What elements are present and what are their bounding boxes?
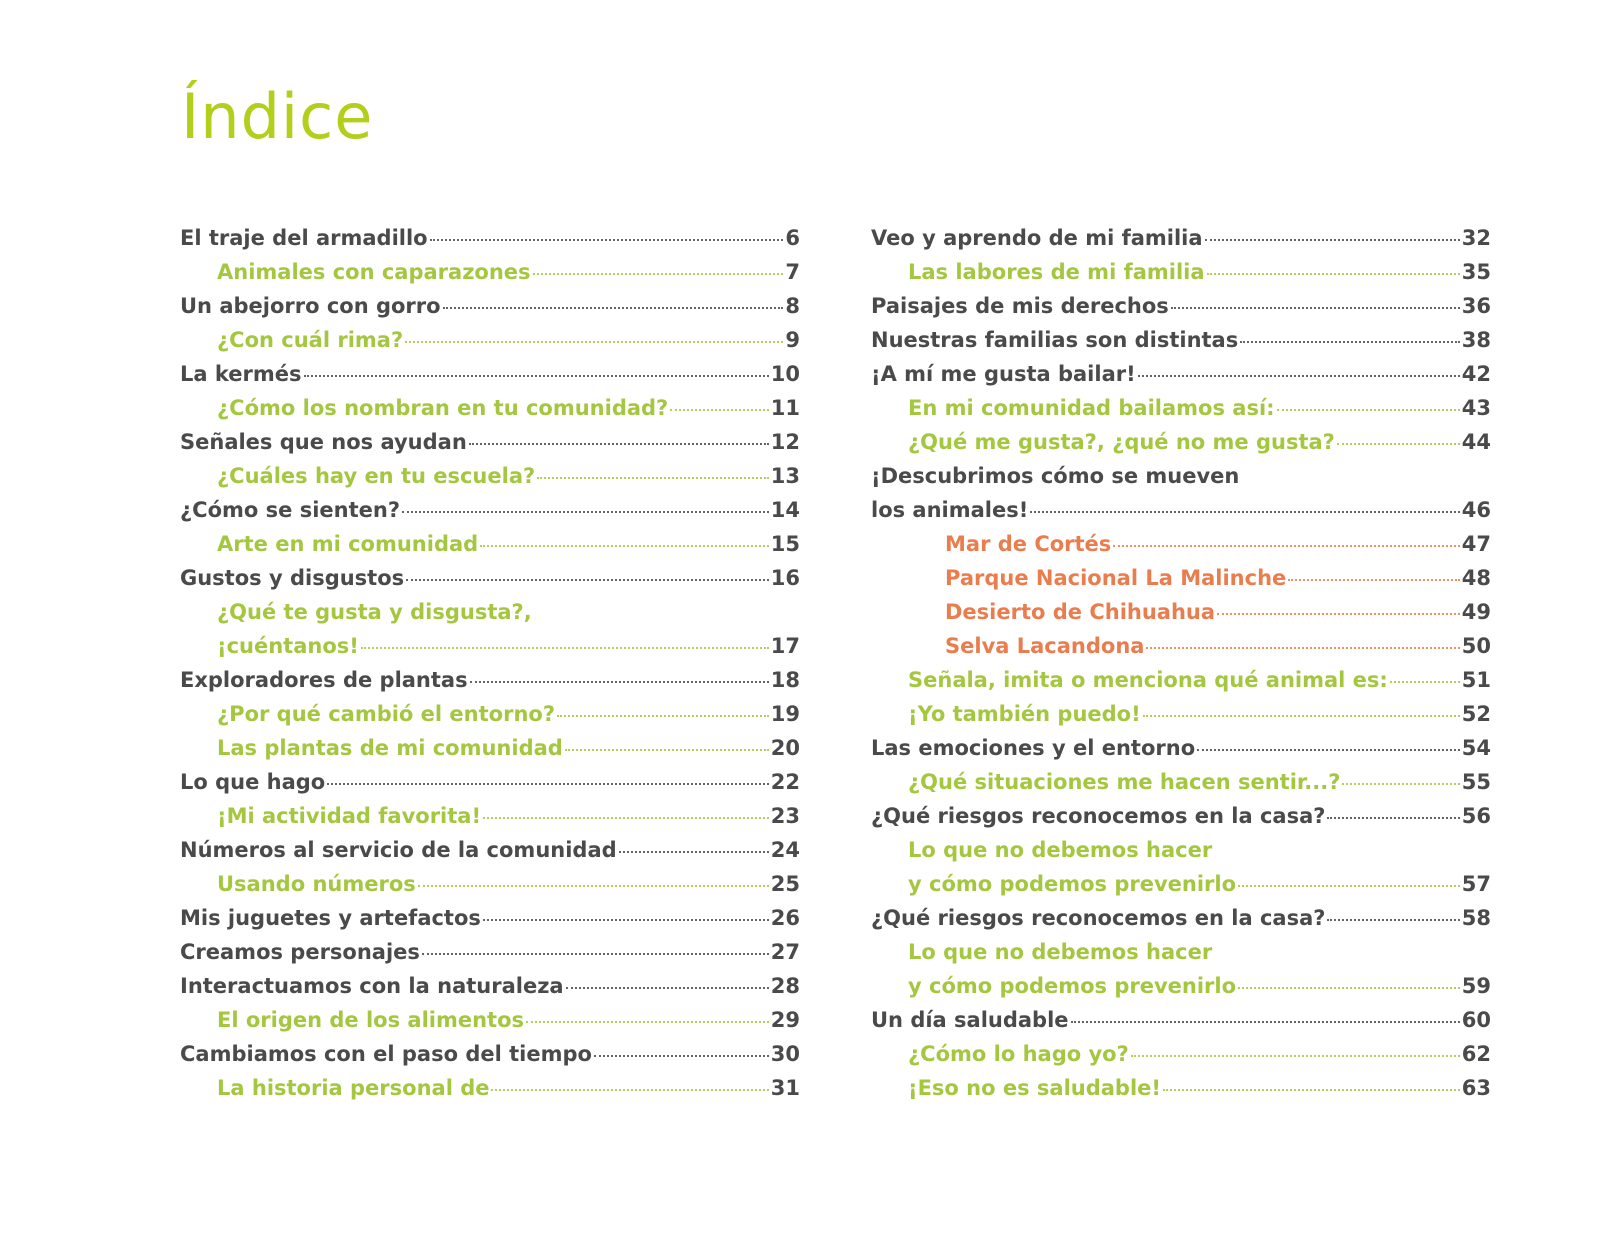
toc-entry-row (217, 867, 800, 901)
toc-entry-row (871, 323, 1491, 357)
toc-entry-title: Señala, imita o menciona qué animal es: (908, 668, 1388, 692)
toc-entry-row (871, 901, 1491, 935)
toc-entry-row (908, 425, 1491, 459)
toc-entry-row (180, 221, 800, 255)
toc-entry-row (180, 765, 800, 799)
toc-entry-page-number: 17 (770, 634, 800, 658)
toc-entry-page-number: 35 (1461, 260, 1491, 284)
toc-entry-title: Veo y aprendo de mi familia (871, 226, 1203, 250)
toc-entry[interactable] (871, 901, 1491, 935)
toc-entry-title: ¿Por qué cambió el entorno? (217, 702, 555, 726)
toc-entry[interactable] (180, 901, 800, 935)
toc-entry-row (908, 1071, 1491, 1105)
toc-entry-title: ¿Qué riesgos reconocemos en la casa? (871, 906, 1326, 930)
dot-leader (594, 1055, 769, 1057)
dot-leader (1238, 885, 1460, 887)
toc-entry-title: Creamos personajes (180, 940, 420, 964)
toc-entry-title: ¡Eso no es saludable! (908, 1076, 1161, 1100)
toc-entry-title: Señales que nos ayudan (180, 430, 467, 454)
toc-entry[interactable] (180, 289, 800, 323)
dot-leader (443, 307, 784, 309)
toc-entry-page-number: 43 (1461, 396, 1491, 420)
toc-entry-page-number: 56 (1461, 804, 1491, 828)
toc-entry-title: ¿Qué te gusta y disgusta?, (217, 600, 532, 624)
toc-entry-title: Interactuamos con la naturaleza (180, 974, 564, 998)
toc-entry[interactable] (180, 221, 800, 255)
toc-entry-page-number: 24 (770, 838, 800, 862)
toc-entry-title: ¿Cómo se sienten? (180, 498, 400, 522)
toc-entry-row (217, 391, 800, 425)
toc-entry-page-number: 13 (770, 464, 800, 488)
toc-entry[interactable] (871, 1071, 1491, 1105)
toc-entry-page-number: 52 (1461, 702, 1491, 726)
dot-leader (483, 817, 769, 819)
toc-entry[interactable] (180, 935, 800, 969)
dot-leader (566, 987, 769, 989)
toc-entry-page-number: 10 (770, 362, 800, 386)
toc-entry-title: Las emociones y el entorno (871, 736, 1196, 760)
toc-entry-title: Mis juguetes y artefactos (180, 906, 481, 930)
toc-left-column (180, 221, 800, 1105)
toc-entry[interactable] (180, 629, 800, 663)
toc-entry[interactable] (180, 561, 800, 595)
dot-leader (1143, 715, 1460, 717)
toc-entry[interactable] (180, 391, 800, 425)
toc-entry-row (180, 289, 800, 323)
dot-leader (1390, 681, 1460, 683)
toc-entry-row (871, 289, 1491, 323)
dot-leader (1277, 409, 1460, 411)
toc-entry-page-number: 60 (1461, 1008, 1491, 1032)
toc-entry-row (180, 425, 800, 459)
dot-leader (422, 953, 769, 955)
dot-leader (470, 681, 769, 683)
toc-entry-page-number: 30 (770, 1042, 800, 1066)
toc-entry-row (871, 799, 1491, 833)
toc-entry-page-number: 49 (1461, 600, 1491, 624)
toc-entry-title: ¿Con cuál rima? (217, 328, 404, 352)
toc-entry-title: Parque Nacional La Malinche (945, 566, 1287, 590)
toc-entry-page-number: 16 (770, 566, 800, 590)
dot-leader (557, 715, 769, 717)
toc-entry-row (871, 1003, 1491, 1037)
toc-entry-row (908, 867, 1491, 901)
toc-entry-row (217, 799, 800, 833)
dot-leader (1327, 817, 1459, 819)
dot-leader (1207, 273, 1460, 275)
toc-entry[interactable] (180, 255, 800, 289)
toc-entry-page-number: 25 (770, 872, 800, 896)
toc-entry-row (180, 969, 800, 1003)
dot-leader (483, 919, 769, 921)
dot-leader (565, 749, 769, 751)
toc-entry-page-number: 28 (770, 974, 800, 998)
toc-entry-row (217, 697, 800, 731)
toc-entry-page-number: 54 (1461, 736, 1491, 760)
dot-leader (1113, 545, 1459, 547)
toc-entry[interactable] (180, 1003, 800, 1037)
dot-leader (670, 409, 769, 411)
toc-entry[interactable] (871, 221, 1491, 255)
toc-entry[interactable] (871, 697, 1491, 731)
dot-leader (1171, 307, 1460, 309)
toc-entry-title: Selva Lacandona (945, 634, 1145, 658)
toc-entry-page-number: 57 (1461, 872, 1491, 896)
toc-entry-row (945, 527, 1491, 561)
dot-leader (406, 579, 769, 581)
toc-entry[interactable] (871, 867, 1491, 901)
toc-entry-title: Mar de Cortés (945, 532, 1112, 556)
toc-entry-page-number: 42 (1461, 362, 1491, 386)
toc-entry[interactable] (871, 629, 1491, 663)
toc-entry-row (908, 255, 1491, 289)
toc-entry-title: ¡Yo también puedo! (908, 702, 1141, 726)
toc-entry[interactable] (871, 765, 1491, 799)
toc-entry-page-number: 12 (770, 430, 800, 454)
toc-entry-page-number: 31 (770, 1076, 800, 1100)
toc-entry[interactable] (871, 969, 1491, 1003)
toc-right-column (871, 221, 1491, 1105)
toc-entry[interactable] (871, 391, 1491, 425)
toc-entry-title: Arte en mi comunidad (217, 532, 479, 556)
toc-entry-title: Un día saludable (871, 1008, 1069, 1032)
toc-entry-row (217, 629, 800, 663)
dot-leader (430, 239, 784, 241)
toc-entry[interactable] (180, 833, 800, 867)
toc-entry[interactable] (180, 357, 800, 391)
toc-entry[interactable] (180, 1037, 800, 1071)
toc-entry-page-number: 51 (1461, 668, 1491, 692)
toc-entry[interactable] (871, 799, 1491, 833)
toc-entry[interactable] (871, 289, 1491, 323)
toc-entry-row (217, 527, 800, 561)
toc-entry-page-number: 15 (770, 532, 800, 556)
toc-entry-page-number: 6 (785, 226, 800, 250)
dot-leader (1240, 341, 1460, 343)
toc-entry-page-number: 47 (1461, 532, 1491, 556)
toc-entry-page-number: 11 (770, 396, 800, 420)
toc-entry-title: Cambiamos con el paso del tiempo (180, 1042, 592, 1066)
toc-entry-row (217, 459, 800, 493)
dot-leader (526, 1021, 769, 1023)
toc-entry-row (180, 357, 800, 391)
toc-entry-page-number: 23 (770, 804, 800, 828)
dot-leader (619, 851, 769, 853)
dot-leader (533, 273, 784, 275)
toc-entry-page-number: 29 (770, 1008, 800, 1032)
toc-entry[interactable] (180, 1071, 800, 1105)
dot-leader (1288, 579, 1460, 581)
toc-entry-row (908, 833, 1491, 867)
toc-entry-row (871, 731, 1491, 765)
toc-entry-page-number: 19 (770, 702, 800, 726)
toc-entry-row (871, 459, 1491, 493)
toc-entry[interactable] (180, 527, 800, 561)
toc-entry-title: Lo que hago (180, 770, 326, 794)
toc-entry-title: ¿Qué me gusta?, ¿qué no me gusta? (908, 430, 1335, 454)
toc-entry-page-number: 59 (1461, 974, 1491, 998)
toc-entry-title: ¡Mi actividad favorita! (217, 804, 482, 828)
dot-leader (480, 545, 769, 547)
toc-entry[interactable] (871, 935, 1491, 969)
toc-entry-page-number: 20 (770, 736, 800, 760)
dot-leader (327, 783, 769, 785)
dot-leader (1337, 443, 1460, 445)
dot-leader (491, 1089, 768, 1091)
toc-entry-row (217, 595, 800, 629)
toc-entry[interactable] (871, 493, 1491, 527)
toc-entry-row (871, 493, 1491, 527)
toc-entry-page-number: 50 (1461, 634, 1491, 658)
dot-leader (1163, 1089, 1460, 1091)
dot-leader (1197, 749, 1460, 751)
dot-leader (1238, 987, 1460, 989)
toc-entry[interactable] (871, 323, 1491, 357)
toc-entry[interactable] (180, 867, 800, 901)
toc-entry[interactable] (180, 697, 800, 731)
toc-entry[interactable] (871, 1037, 1491, 1071)
toc-entry-title: ¿Qué situaciones me hacen sentir...? (908, 770, 1341, 794)
toc-entry-row (908, 969, 1491, 1003)
dot-leader (1131, 1055, 1460, 1057)
toc-entry-page-number: 58 (1461, 906, 1491, 930)
toc-entry-row (217, 1071, 800, 1105)
toc-entry[interactable] (180, 969, 800, 1003)
dot-leader (418, 885, 769, 887)
toc-entry-title: La kermés (180, 362, 302, 386)
toc-entry-row (217, 731, 800, 765)
dot-leader (1030, 511, 1459, 513)
dot-leader (405, 341, 783, 343)
toc-entry-page-number: 62 (1461, 1042, 1491, 1066)
toc-entry[interactable] (180, 425, 800, 459)
toc-entry-title: Lo que no debemos hacer (908, 940, 1213, 964)
toc-entry-title: Paisajes de mis derechos (871, 294, 1169, 318)
toc-entry-title: ¿Cómo lo hago yo? (908, 1042, 1129, 1066)
toc-entry-title: los animales! (871, 498, 1029, 522)
toc-entry-page-number: 46 (1461, 498, 1491, 522)
toc-entry[interactable] (871, 459, 1491, 493)
toc-entry[interactable] (871, 595, 1491, 629)
toc-entry[interactable] (180, 799, 800, 833)
toc-entry-row (908, 697, 1491, 731)
toc-entry-title: Gustos y disgustos (180, 566, 405, 590)
toc-entry-title: Exploradores de plantas (180, 668, 468, 692)
toc-entry[interactable] (871, 255, 1491, 289)
toc-entry-row (180, 663, 800, 697)
toc-entry-row (217, 255, 800, 289)
toc-entry-title: ¡Descubrimos cómo se mueven (871, 464, 1240, 488)
toc-entry-page-number: 38 (1461, 328, 1491, 352)
toc-entry-title: ¿Cómo los nombran en tu comunidad? (217, 396, 669, 420)
toc-entry-row (180, 493, 800, 527)
toc-entry-page-number: 55 (1461, 770, 1491, 794)
toc-entry[interactable] (871, 561, 1491, 595)
toc-entry-row (908, 1037, 1491, 1071)
toc-entry-title: La historia personal de (217, 1076, 490, 1100)
dot-leader (1138, 375, 1460, 377)
toc-entry-row (945, 595, 1491, 629)
dot-leader (1205, 239, 1460, 241)
toc-entry-title: Las labores de mi familia (908, 260, 1205, 284)
toc-entry-page-number: 8 (785, 294, 800, 318)
toc-entry[interactable] (180, 765, 800, 799)
toc-entry-page-number: 36 (1461, 294, 1491, 318)
toc-entry-title: Lo que no debemos hacer (908, 838, 1213, 862)
toc-entry[interactable] (180, 663, 800, 697)
toc-entry-row (908, 935, 1491, 969)
toc-entry-page-number: 7 (785, 260, 800, 284)
toc-entry[interactable] (871, 663, 1491, 697)
dot-leader (537, 477, 769, 479)
toc-entry-title: ¿Qué riesgos reconocemos en la casa? (871, 804, 1326, 828)
toc-entry-row (871, 221, 1491, 255)
toc-entry-title: En mi comunidad bailamos así: (908, 396, 1275, 420)
toc-entry[interactable] (180, 323, 800, 357)
toc-entry-page-number: 18 (770, 668, 800, 692)
toc-entry-page-number: 48 (1461, 566, 1491, 590)
toc-entry-title: El origen de los alimentos (217, 1008, 525, 1032)
dot-leader (1327, 919, 1459, 921)
toc-entry[interactable] (871, 833, 1491, 867)
toc-entry-title: Las plantas de mi comunidad (217, 736, 563, 760)
toc-entry-row (180, 833, 800, 867)
toc-entry-title: ¿Cuáles hay en tu escuela? (217, 464, 536, 488)
toc-entry-page-number: 44 (1461, 430, 1491, 454)
toc-entry[interactable] (871, 1003, 1491, 1037)
toc-entry-title: ¡A mí me gusta bailar! (871, 362, 1136, 386)
toc-entry-page-number: 22 (770, 770, 800, 794)
toc-entry-title: y cómo podemos prevenirlo (908, 974, 1237, 998)
toc-entry-page-number: 26 (770, 906, 800, 930)
dot-leader (402, 511, 769, 513)
dot-leader (1217, 613, 1460, 615)
toc-entry-row (180, 1037, 800, 1071)
dot-leader (304, 375, 769, 377)
toc-entry-row (871, 357, 1491, 391)
toc-entry-title: ¡cuéntanos! (217, 634, 359, 658)
toc-entry[interactable] (871, 425, 1491, 459)
toc-entry-page-number: 9 (785, 328, 800, 352)
toc-entry-title: Animales con caparazones (217, 260, 531, 284)
toc-entry-row (945, 629, 1491, 663)
toc-entry-row (908, 765, 1491, 799)
toc-entry[interactable] (871, 357, 1491, 391)
toc-entry-title: El traje del armadillo (180, 226, 428, 250)
toc-entry[interactable] (180, 459, 800, 493)
dot-leader (469, 443, 769, 445)
dot-leader (1146, 647, 1459, 649)
toc-entry-page-number: 27 (770, 940, 800, 964)
toc-entry[interactable] (180, 595, 800, 629)
toc-entry-title: Desierto de Chihuahua (945, 600, 1216, 624)
toc-entry-row (217, 323, 800, 357)
dot-leader (361, 647, 769, 649)
toc-entry-row (945, 561, 1491, 595)
toc-entry[interactable] (180, 731, 800, 765)
toc-entry-row (180, 561, 800, 595)
toc-entry-title: Usando números (217, 872, 416, 896)
toc-entry-row (180, 935, 800, 969)
toc-entry-page-number: 32 (1461, 226, 1491, 250)
toc-entry-title: y cómo podemos prevenirlo (908, 872, 1237, 896)
dot-leader (1071, 1021, 1460, 1023)
toc-entry[interactable] (180, 493, 800, 527)
toc-entry-page-number: 63 (1461, 1076, 1491, 1100)
page-title: Índice (181, 80, 374, 153)
toc-entry-row (908, 663, 1491, 697)
toc-entry-page-number: 14 (770, 498, 800, 522)
toc-entry-title: Números al servicio de la comunidad (180, 838, 617, 862)
toc-entry-title: Nuestras familias son distintas (871, 328, 1239, 352)
toc-entry[interactable] (871, 527, 1491, 561)
toc-entry-row (217, 1003, 800, 1037)
dot-leader (1342, 783, 1459, 785)
toc-entry-title: Un abejorro con gorro (180, 294, 441, 318)
toc-entry-row (908, 391, 1491, 425)
toc-entry[interactable] (871, 731, 1491, 765)
toc-entry-row (180, 901, 800, 935)
